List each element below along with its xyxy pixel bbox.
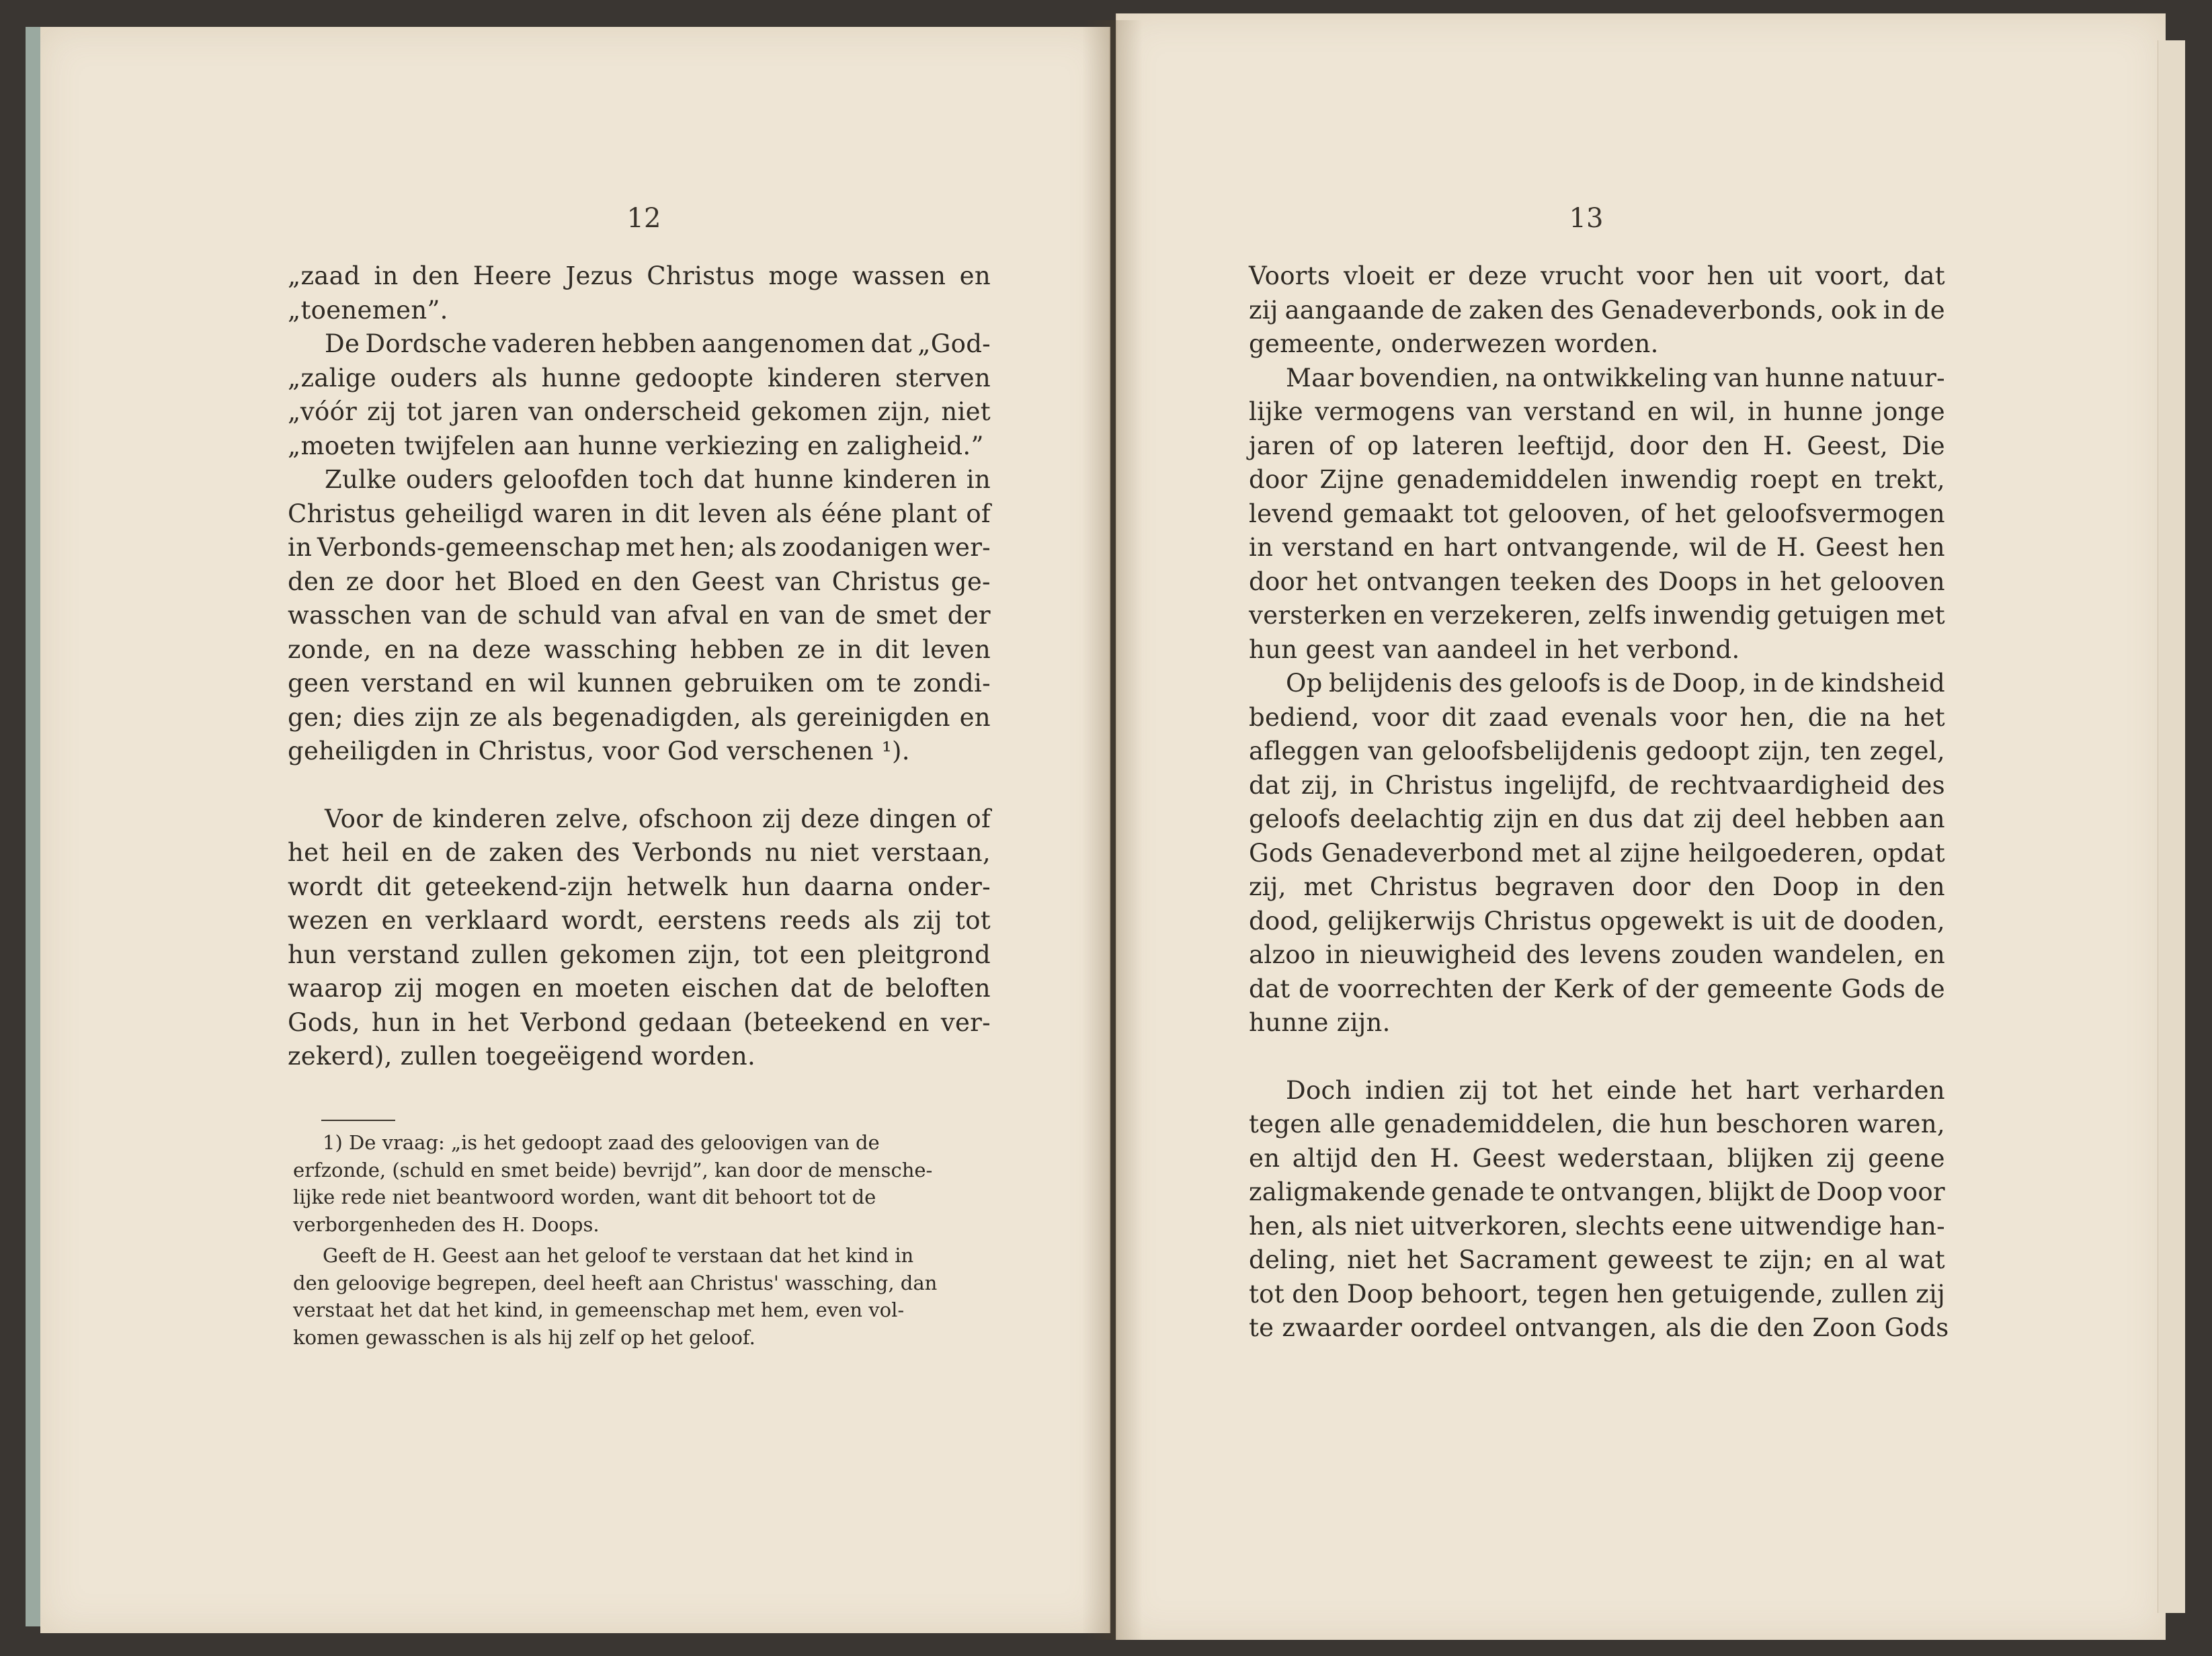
text-line: „toenemen”. <box>288 295 448 325</box>
text-line: geloofs deelachtig zijn en dus dat zij deel hebben aan <box>1249 804 1945 833</box>
right-page-body <box>1249 259 1949 1346</box>
text-line: hen, als niet uitverkoren, slechts eene uitwendige han- <box>1249 1211 1945 1241</box>
footnote-line: lijke rede niet beantwoord worden, want dit behoort tot de <box>293 1186 876 1208</box>
text-line: Doch indien zij tot het einde het hart verharden <box>1286 1075 1945 1105</box>
text-line: levend gemaakt tot gelooven, of het geloofsvermogen <box>1249 499 1945 528</box>
text-line: Gods Genadeverbond met al zijne heilgoederen, opdat <box>1249 838 1945 868</box>
text-line: gen; dies zijn ze als begenadigden, als gereinigden en <box>288 702 991 732</box>
paragraph <box>288 802 991 1074</box>
text-line: afleggen van geloofsbelijdenis gedoopt zijn, ten zegel, <box>1249 737 1945 765</box>
text-line: hun geest van aandeel in het verbond. <box>1249 634 1740 664</box>
book-gutter <box>1082 20 1143 1640</box>
footnote-line: 1) De vraag: „is het gedoopt zaad des geloovigen van de <box>323 1131 880 1154</box>
left-page-body <box>288 259 991 1074</box>
text-line: zij aangaande de zaken des Genadeverbonds, ook in de <box>1249 295 1945 325</box>
paragraph <box>288 327 991 463</box>
paragraph <box>1249 1074 1949 1346</box>
text-line: tegen alle genademiddelen, die hun beschoren waren, <box>1249 1110 1945 1138</box>
text-line: jaren of op lateren leeftijd, door den H. Geest, Die <box>1249 431 1945 460</box>
text-line: zekerd), zullen toegeëigend worden. <box>288 1042 756 1071</box>
text-line: door het ontvangen teeken des Doops in het gelooven <box>1249 567 1945 596</box>
text-line: lijke vermogens van verstand en wil, in hunne jonge <box>1249 397 1945 426</box>
text-line: versterken en verzekeren, zelfs inwendig getuigen met <box>1249 601 1945 630</box>
text-line: in Verbonds-gemeenschap met hen; als zoodanigen wer- <box>288 533 991 562</box>
text-line: „moeten twijfelen aan hunne verkiezing en zaligheid.” <box>288 431 984 460</box>
page-number-left: 12 <box>626 203 661 234</box>
text-line: den ze door het Bloed en den Geest van Christus ge- <box>288 567 991 596</box>
text-line: „zaad in den Heere Jezus Christus moge wassen en <box>288 261 991 290</box>
text-line: Gods, hun in het Verbond gedaan (beteekend en ver- <box>288 1007 991 1037</box>
paragraph <box>1249 259 1945 362</box>
text-line: deling, niet het Sacrament geweest te zijn; en al wat <box>1249 1245 1945 1274</box>
footnote <box>293 1242 1000 1351</box>
text-line: Op belijdenis des geloofs is de Doop, in de kindsheid <box>1286 669 1945 698</box>
text-line: dood, gelijkerwijs Christus opgewekt is uit de dooden, <box>1249 906 1945 936</box>
paragraph <box>1249 362 1945 667</box>
footnote-line: den geloovige begrepen, deel heeft aan Christus' wassching, dan <box>293 1271 938 1294</box>
page-stack-edge <box>2158 40 2185 1613</box>
text-line: door Zijne genademiddelen inwendig roept en trekt, <box>1249 465 1945 494</box>
paragraph <box>288 259 991 327</box>
footnote-line: erfzonde, (schuld en smet beide) bevrijd”, kan door de mensche- <box>293 1158 933 1182</box>
footnote-rule <box>321 1120 395 1121</box>
text-line: alzoo in nieuwigheid des levens zouden wandelen, en <box>1249 940 1945 969</box>
paragraph <box>288 463 991 769</box>
footnote-line: komen gewasschen is als hij zelf op het geloof. <box>293 1325 755 1349</box>
text-line: zaligmakende genade te ontvangen, blijkt de Doop voor <box>1249 1177 1945 1206</box>
left-page-footnotes <box>293 1129 1000 1351</box>
text-line: Voor de kinderen zelve, ofschoon zij deze dingen of <box>325 804 991 833</box>
text-line: bediend, voor dit zaad evenals voor hen, die na het <box>1249 702 1945 732</box>
text-line: te zwaarder oordeel ontvangen, als die den Zoon Gods <box>1249 1313 1949 1342</box>
text-line: het heil en de zaken des Verbonds nu niet verstaan, <box>288 838 991 867</box>
text-line: geheiligden in Christus, voor God verschenen ¹). <box>288 737 910 765</box>
text-line: De Dordsche vaderen hebben aangenomen dat „God- <box>325 329 991 358</box>
paragraph-gap <box>288 769 991 802</box>
text-line: zij, met Christus begraven door den Doop in den <box>1249 872 1945 901</box>
footnote-line: Geeft de H. Geest aan het geloof te verstaan dat het kind in <box>323 1244 914 1267</box>
text-line: Christus geheiligd waren in dit leven als ééne plant of <box>288 499 991 528</box>
text-line: Voorts vloeit er deze vrucht voor hen uit voort, dat <box>1249 261 1945 290</box>
text-line: zonde, en na deze wassching hebben ze in dit leven <box>288 634 991 664</box>
text-line: hunne zijn. <box>1249 1008 1391 1037</box>
text-line: gemeente, onderwezen worden. <box>1249 329 1659 358</box>
text-line: tot den Doop behoort, tegen hen getuigende, zullen zij <box>1249 1279 1945 1309</box>
text-line: Maar bovendien, na ontwikkeling van hunne natuur- <box>1286 363 1945 392</box>
footnote <box>293 1129 1000 1238</box>
text-line: wasschen van de schuld van afval en van de smet der <box>288 601 991 630</box>
text-line: Zulke ouders geloofden toch dat hunne kinderen in <box>325 465 991 494</box>
text-line: wordt dit geteekend-zijn hetwelk hun daarna onder- <box>288 872 991 901</box>
text-line: wezen en verklaard wordt, eerstens reeds als zij tot <box>288 906 991 935</box>
text-line: geen verstand en wil kunnen gebruiken om te zondi- <box>288 669 991 698</box>
text-line: dat zij, in Christus ingelijfd, de rechtvaardigheid des <box>1249 770 1945 800</box>
footnote-line: verborgenheden des H. Doops. <box>293 1212 600 1236</box>
text-line: in verstand en hart ontvangende, wil de H. Geest hen <box>1249 533 1945 562</box>
text-line: hun verstand zullen gekomen zijn, tot een pleitgrond <box>288 940 991 969</box>
paragraph <box>1249 667 1945 1040</box>
text-line: dat de voorrechten der Kerk of der gemeente Gods de <box>1249 974 1945 1003</box>
text-line: „zalige ouders als hunne gedoopte kinderen sterven <box>288 363 991 392</box>
paragraph-gap <box>1249 1040 1945 1074</box>
text-line: „vóór zij tot jaren van onderscheid gekomen zijn, niet <box>288 397 991 426</box>
page-number-right: 13 <box>1569 203 1604 234</box>
text-line: waarop zij mogen en moeten eischen dat de beloften <box>288 974 991 1003</box>
footnote-line: verstaat het dat het kind, in gemeenschap met hem, even vol- <box>293 1298 905 1321</box>
text-line: en altijd den H. Geest wederstaan, blijken zij geene <box>1249 1143 1945 1173</box>
